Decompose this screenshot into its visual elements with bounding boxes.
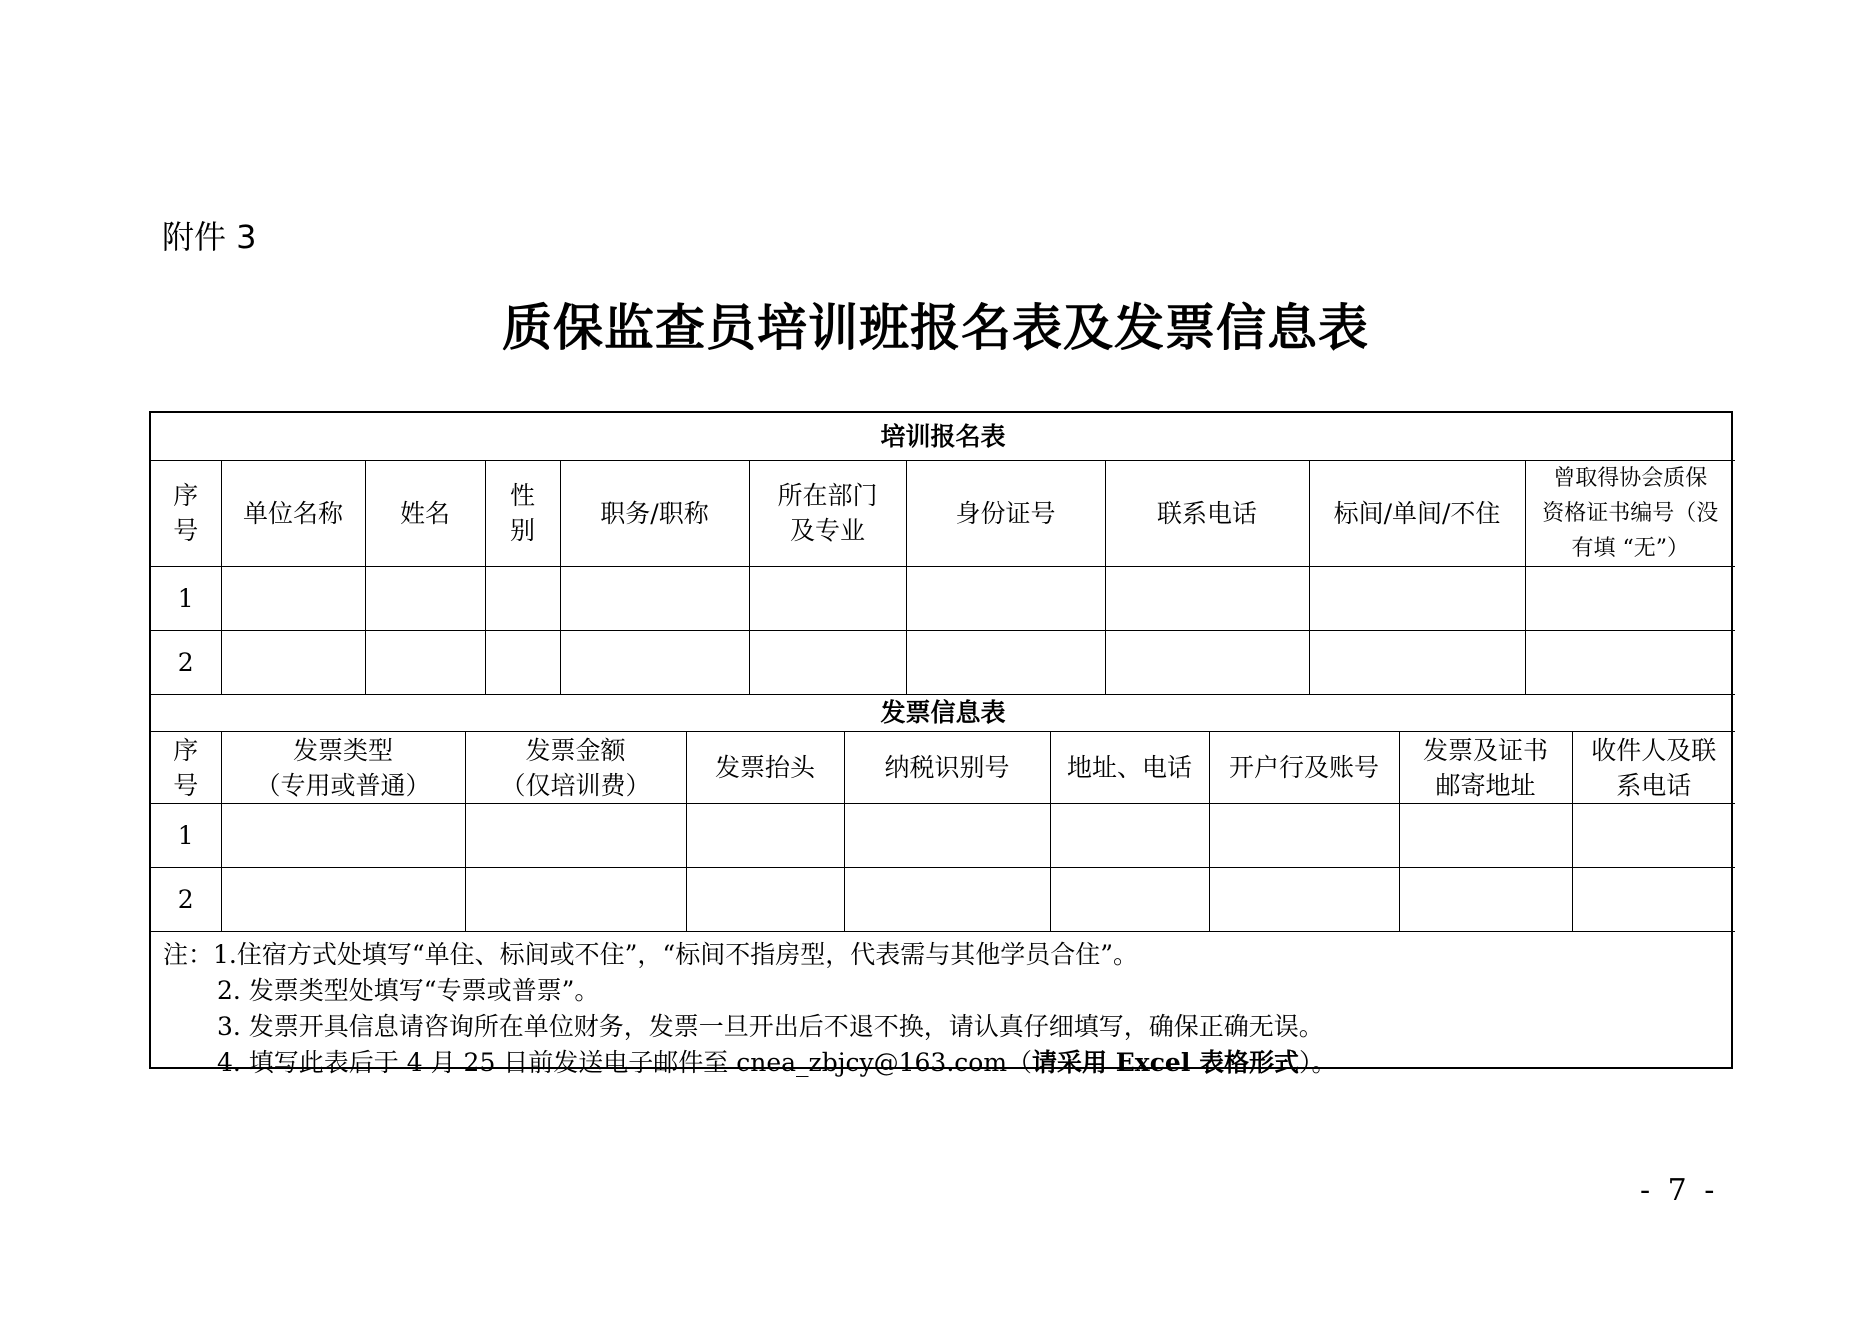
table-row xyxy=(151,804,1735,868)
invoice-table xyxy=(151,695,1735,933)
registration-header-row xyxy=(151,460,1735,566)
input-cell[interactable] xyxy=(906,566,1105,630)
header-unit: 单位名称 xyxy=(221,460,365,566)
table-row xyxy=(151,630,1735,694)
input-cell[interactable] xyxy=(365,630,485,694)
header-seq: 序 号 xyxy=(151,732,221,804)
registration-table xyxy=(151,413,1735,695)
input-cell[interactable] xyxy=(560,630,749,694)
input-cell[interactable] xyxy=(1050,804,1209,868)
header-recipient: 收件人及联 系电话 xyxy=(1572,732,1735,804)
document-title: 质保监查员培训班报名表及发票信息表 xyxy=(502,298,1369,357)
header-name: 姓名 xyxy=(365,460,485,566)
note-line-4: 4. 填写此表后于 4 月 25 日前发送电子邮件至 cnea_zbjcy@163.com（请采用 Excel 表格形式）。 xyxy=(217,1048,1337,1077)
input-cell[interactable] xyxy=(1525,630,1735,694)
note-line-3: 3. 发票开具信息请咨询所在单位财务，发票一旦开出后不退不换，请认真仔细填写，确保正确无误。 xyxy=(217,1012,1324,1041)
input-cell[interactable] xyxy=(1572,868,1735,932)
input-cell[interactable] xyxy=(365,566,485,630)
header-dept: 所在部门 及专业 xyxy=(749,460,906,566)
header-bank-account: 开户行及账号 xyxy=(1209,732,1399,804)
invoice-section-title: 发票信息表 xyxy=(151,695,1735,732)
table-row xyxy=(151,566,1735,630)
input-cell[interactable] xyxy=(1525,566,1735,630)
input-cell[interactable] xyxy=(1105,630,1309,694)
input-cell[interactable] xyxy=(844,804,1050,868)
header-certificate: 曾取得协会质保 资格证书编号（没 有填 “无”） xyxy=(1525,460,1735,566)
row-number: 2 xyxy=(151,868,221,932)
input-cell[interactable] xyxy=(749,630,906,694)
header-gender: 性 别 xyxy=(485,460,560,566)
input-cell[interactable] xyxy=(1399,804,1572,868)
note-line-2: 2. 发票类型处填写“专票或普票”。 xyxy=(217,976,600,1005)
input-cell[interactable] xyxy=(485,630,560,694)
input-cell[interactable] xyxy=(1209,868,1399,932)
header-invoice-type: 发票类型 （专用或普通） xyxy=(221,732,465,804)
input-cell[interactable] xyxy=(221,566,365,630)
header-position: 职务/职称 xyxy=(560,460,749,566)
input-cell[interactable] xyxy=(221,868,465,932)
header-invoice-amount: 发票金额 （仅培训费） xyxy=(465,732,686,804)
notes-section xyxy=(151,932,1731,1081)
input-cell[interactable] xyxy=(1572,804,1735,868)
row-number: 2 xyxy=(151,630,221,694)
input-cell[interactable] xyxy=(749,566,906,630)
input-cell[interactable] xyxy=(1309,630,1525,694)
input-cell[interactable] xyxy=(465,868,686,932)
header-lodging: 标间/单间/不住 xyxy=(1309,460,1525,566)
row-number: 1 xyxy=(151,566,221,630)
header-invoice-heading: 发票抬头 xyxy=(686,732,844,804)
input-cell[interactable] xyxy=(1050,868,1209,932)
note-emphasis: 请采用 Excel 表格形式 xyxy=(1032,1048,1300,1077)
table-row xyxy=(151,868,1735,932)
input-cell[interactable] xyxy=(686,868,844,932)
input-cell[interactable] xyxy=(485,566,560,630)
input-cell[interactable] xyxy=(844,868,1050,932)
note-line-1: 注：1.住宿方式处填写“单住、标间或不住”，“标间不指房型，代表需与其他学员合住”。 xyxy=(163,940,1138,969)
header-tax-id: 纳税识别号 xyxy=(844,732,1050,804)
invoice-header-row xyxy=(151,732,1735,804)
header-address-phone: 地址、电话 xyxy=(1050,732,1209,804)
input-cell[interactable] xyxy=(1399,868,1572,932)
input-cell[interactable] xyxy=(221,804,465,868)
input-cell[interactable] xyxy=(906,630,1105,694)
input-cell[interactable] xyxy=(1309,566,1525,630)
attachment-label: 附件 3 xyxy=(162,218,257,256)
row-number: 1 xyxy=(151,804,221,868)
header-phone: 联系电话 xyxy=(1105,460,1309,566)
input-cell[interactable] xyxy=(686,804,844,868)
page-number: - 7 - xyxy=(1640,1173,1719,1208)
input-cell[interactable] xyxy=(221,630,365,694)
form-table xyxy=(149,411,1733,1077)
header-mailing-address: 发票及证书 邮寄地址 xyxy=(1399,732,1572,804)
header-id-number: 身份证号 xyxy=(906,460,1105,566)
registration-section-title: 培训报名表 xyxy=(151,413,1735,460)
input-cell[interactable] xyxy=(465,804,686,868)
input-cell[interactable] xyxy=(560,566,749,630)
header-seq: 序 号 xyxy=(151,460,221,566)
input-cell[interactable] xyxy=(1209,804,1399,868)
input-cell[interactable] xyxy=(1105,566,1309,630)
